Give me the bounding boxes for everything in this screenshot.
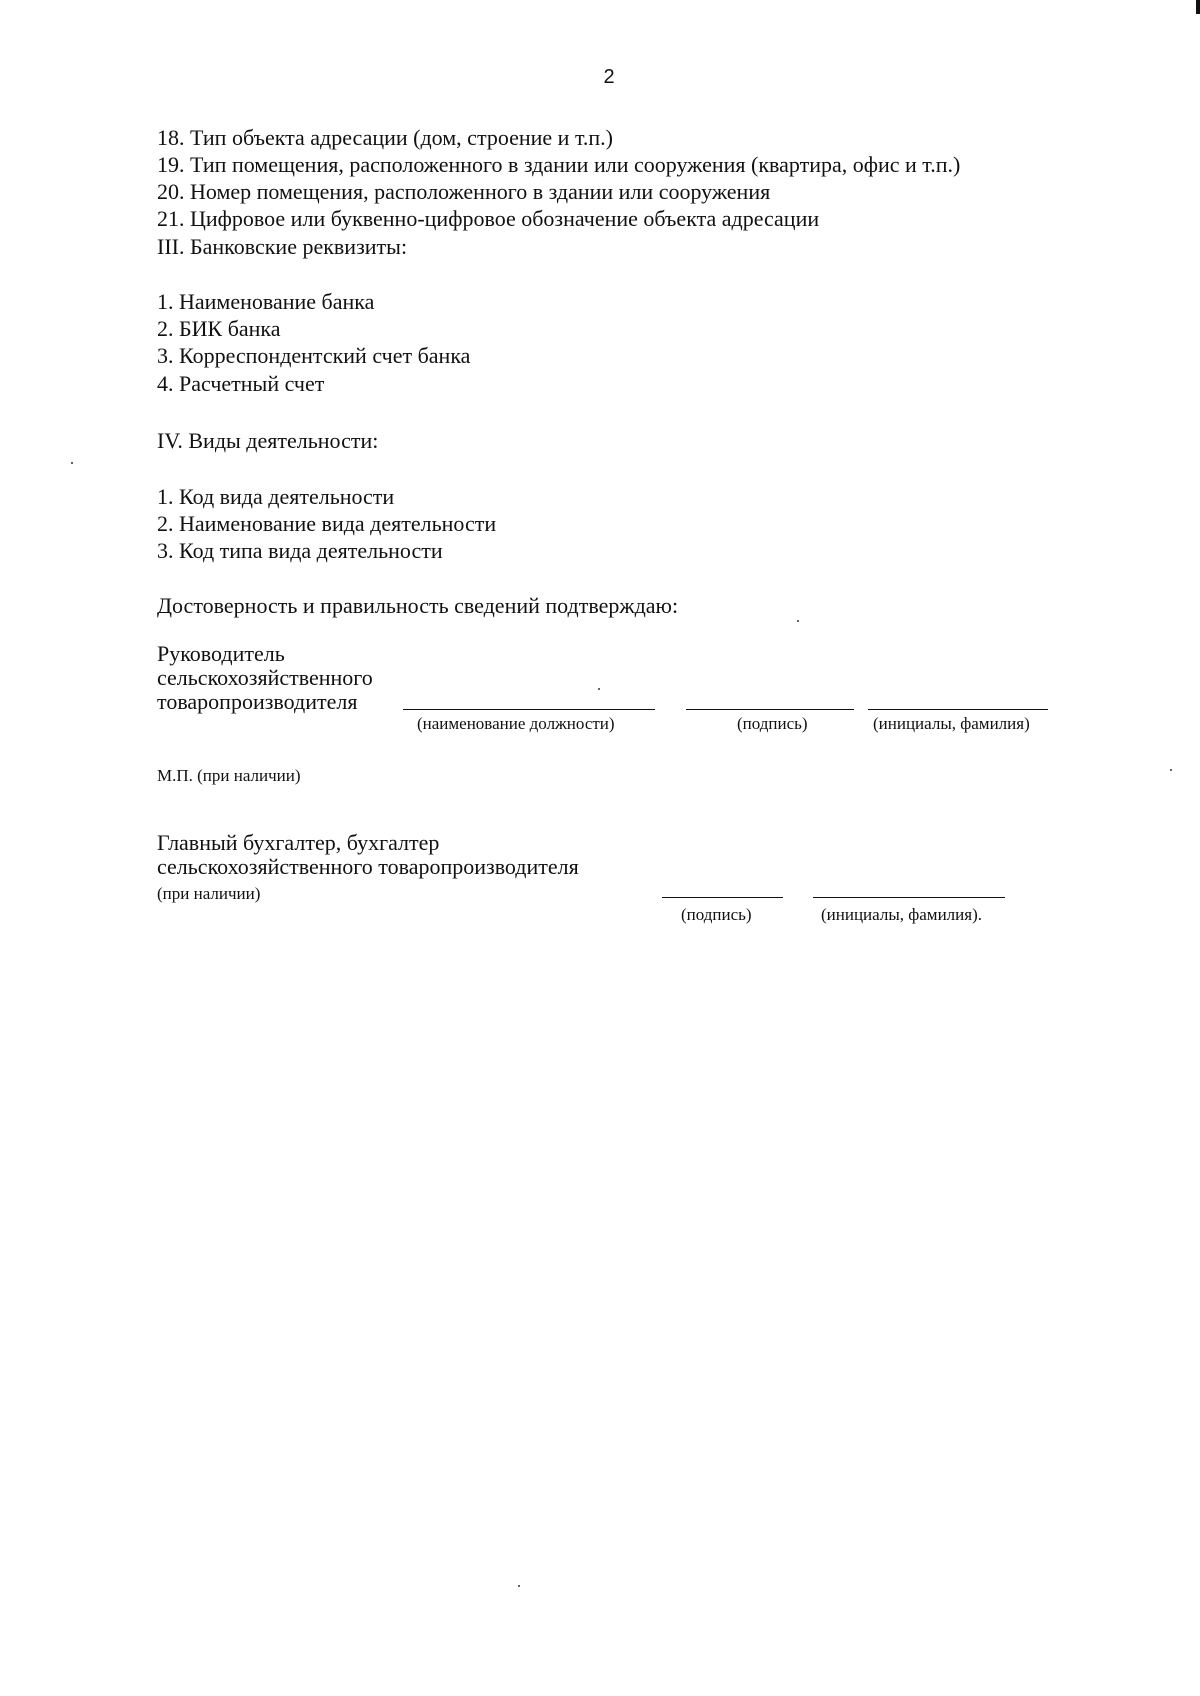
head-title-line: Руководитель (157, 641, 285, 666)
bank-item: 4. Расчетный счет (157, 371, 325, 396)
scan-edge-mark (1196, 0, 1200, 14)
position-signature-line (403, 709, 655, 710)
head-title-line: сельскохозяйственного (157, 665, 373, 690)
accountant-note: (при наличии) (157, 884, 261, 903)
accountant-name-caption: (инициалы, фамилия). (821, 905, 982, 924)
head-name-line (868, 709, 1048, 710)
seal-note: М.П. (при наличии) (157, 766, 301, 785)
bank-item: 2. БИК банка (157, 316, 281, 341)
accountant-name-line (813, 897, 1005, 898)
scan-speck (797, 620, 799, 622)
address-item-21: 21. Цифровое или буквенно-цифровое обозначение объекта адресации (157, 206, 820, 231)
scan-speck (518, 1585, 520, 1587)
activity-item: 1. Код вида деятельности (157, 484, 395, 509)
scan-speck (598, 688, 600, 690)
activity-item: 3. Код типа вида деятельности (157, 538, 443, 563)
scan-speck (1170, 769, 1172, 771)
accountant-title-line: сельскохозяйственного товаропроизводителя (157, 854, 579, 879)
position-caption: (наименование должности) (417, 714, 615, 733)
address-item-20: 20. Номер помещения, расположенного в здании или сооружения (157, 179, 771, 204)
address-item-19: 19. Тип помещения, расположенного в здании или сооружения (квартира, офис и т.п.) (157, 152, 961, 177)
page-number: 2 (603, 66, 615, 88)
bank-section-heading: III. Банковские реквизиты: (157, 234, 408, 259)
confirmation-text: Достоверность и правильность сведений подтверждаю: (157, 593, 679, 618)
bank-item: 1. Наименование банка (157, 289, 375, 314)
bank-item: 3. Корреспондентский счет банка (157, 343, 471, 368)
head-name-caption: (инициалы, фамилия) (873, 714, 1030, 733)
accountant-signature-caption: (подпись) (681, 905, 752, 924)
head-title-line: товаропроизводителя (157, 689, 358, 714)
scan-speck (71, 462, 73, 464)
activity-section-heading: IV. Виды деятельности: (157, 428, 379, 453)
address-item-18: 18. Тип объекта адресации (дом, строение и т.п.) (157, 125, 614, 150)
accountant-title-line: Главный бухгалтер, бухгалтер (157, 830, 440, 855)
accountant-signature-line (662, 897, 783, 898)
head-signature-caption: (подпись) (737, 714, 808, 733)
head-signature-line (686, 709, 854, 710)
activity-item: 2. Наименование вида деятельности (157, 511, 497, 536)
